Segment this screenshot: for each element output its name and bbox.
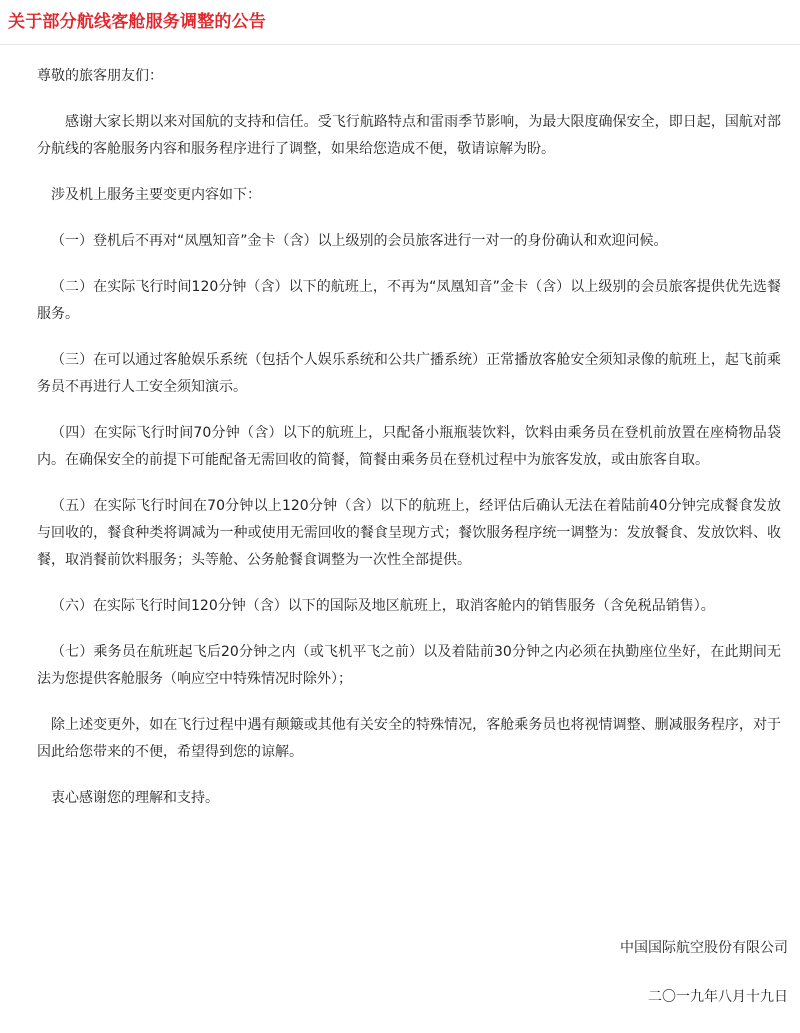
change-item-4: （四）在实际飞行时间70分钟（含）以下的航班上，只配备小瓶瓶装饮料，饮料由乘务员在登机前放置在座椅物品袋内。在确保安全的前提下可能配备无需回收的简餐，简餐由乘务员在登机过程中为旅客发放，或由旅客自取。 (37, 425, 781, 468)
change-item-1: （一）登机后不再对“凤凰知音”金卡（含）以上级别的会员旅客进行一对一的身份确认和欢迎问候。 (51, 233, 668, 249)
thanks-paragraph: 衷心感谢您的理解和支持。 (51, 790, 219, 806)
change-item-3: （三）在可以通过客舱娱乐系统（包括个人娱乐系统和公共广播系统）正常播放客舱安全须知录像的航班上，起飞前乘务员不再进行人工安全须知演示。 (37, 352, 781, 395)
signature-date: 二〇一九年八月十九日 (648, 989, 788, 1005)
change-item-5: （五）在实际飞行时间在70分钟以上120分钟（含）以下的航班上，经评估后确认无法在着陆前40分钟完成餐食发放与回收的，餐食种类将调减为一种或使用无需回收的餐食呈现方式；餐饮服务程序统一调整为：发放餐食、发放饮料、收餐，取消餐前饮料服务；头等舱、公务舱餐食调整为一次性全部提供。 (37, 498, 781, 568)
greeting: 尊敬的旅客朋友们： (37, 68, 163, 84)
change-item-7: （七）乘务员在航班起飞后20分钟之内（或飞机平飞之前）以及着陆前30分钟之内必须在执勤座位坐好，在此期间无法为您提供客舱服务（响应空中特殊情况时除外）； (37, 644, 781, 687)
page-title: 关于部分航线客舱服务调整的公告 (8, 12, 266, 32)
change-item-2: （二）在实际飞行时间120分钟（含）以下的航班上，不再为“凤凰知音”金卡（含）以上级别的会员旅客提供优先选餐服务。 (37, 279, 781, 322)
changes-heading: 涉及机上服务主要变更内容如下： (51, 187, 261, 203)
title-divider (0, 44, 800, 45)
announcement-body (37, 63, 781, 831)
closing-paragraph: 除上述变更外，如在飞行过程中遇有颠簸或其他有关安全的特殊情况，客舱乘务员也将视情调整、删减服务程序，对于因此给您带来的不便，希望得到您的谅解。 (37, 717, 781, 760)
change-item-6: （六）在实际飞行时间120分钟（含）以下的国际及地区航班上，取消客舱内的销售服务（含免税品销售）。 (51, 598, 715, 614)
signature-company: 中国国际航空股份有限公司 (620, 940, 788, 956)
intro-paragraph: 感谢大家长期以来对国航的支持和信任。受飞行航路特点和雷雨季节影响，为最大限度确保安全，即日起，国航对部分航线的客舱服务内容和服务程序进行了调整，如果给您造成不便，敬请谅解为盼。 (37, 114, 781, 157)
